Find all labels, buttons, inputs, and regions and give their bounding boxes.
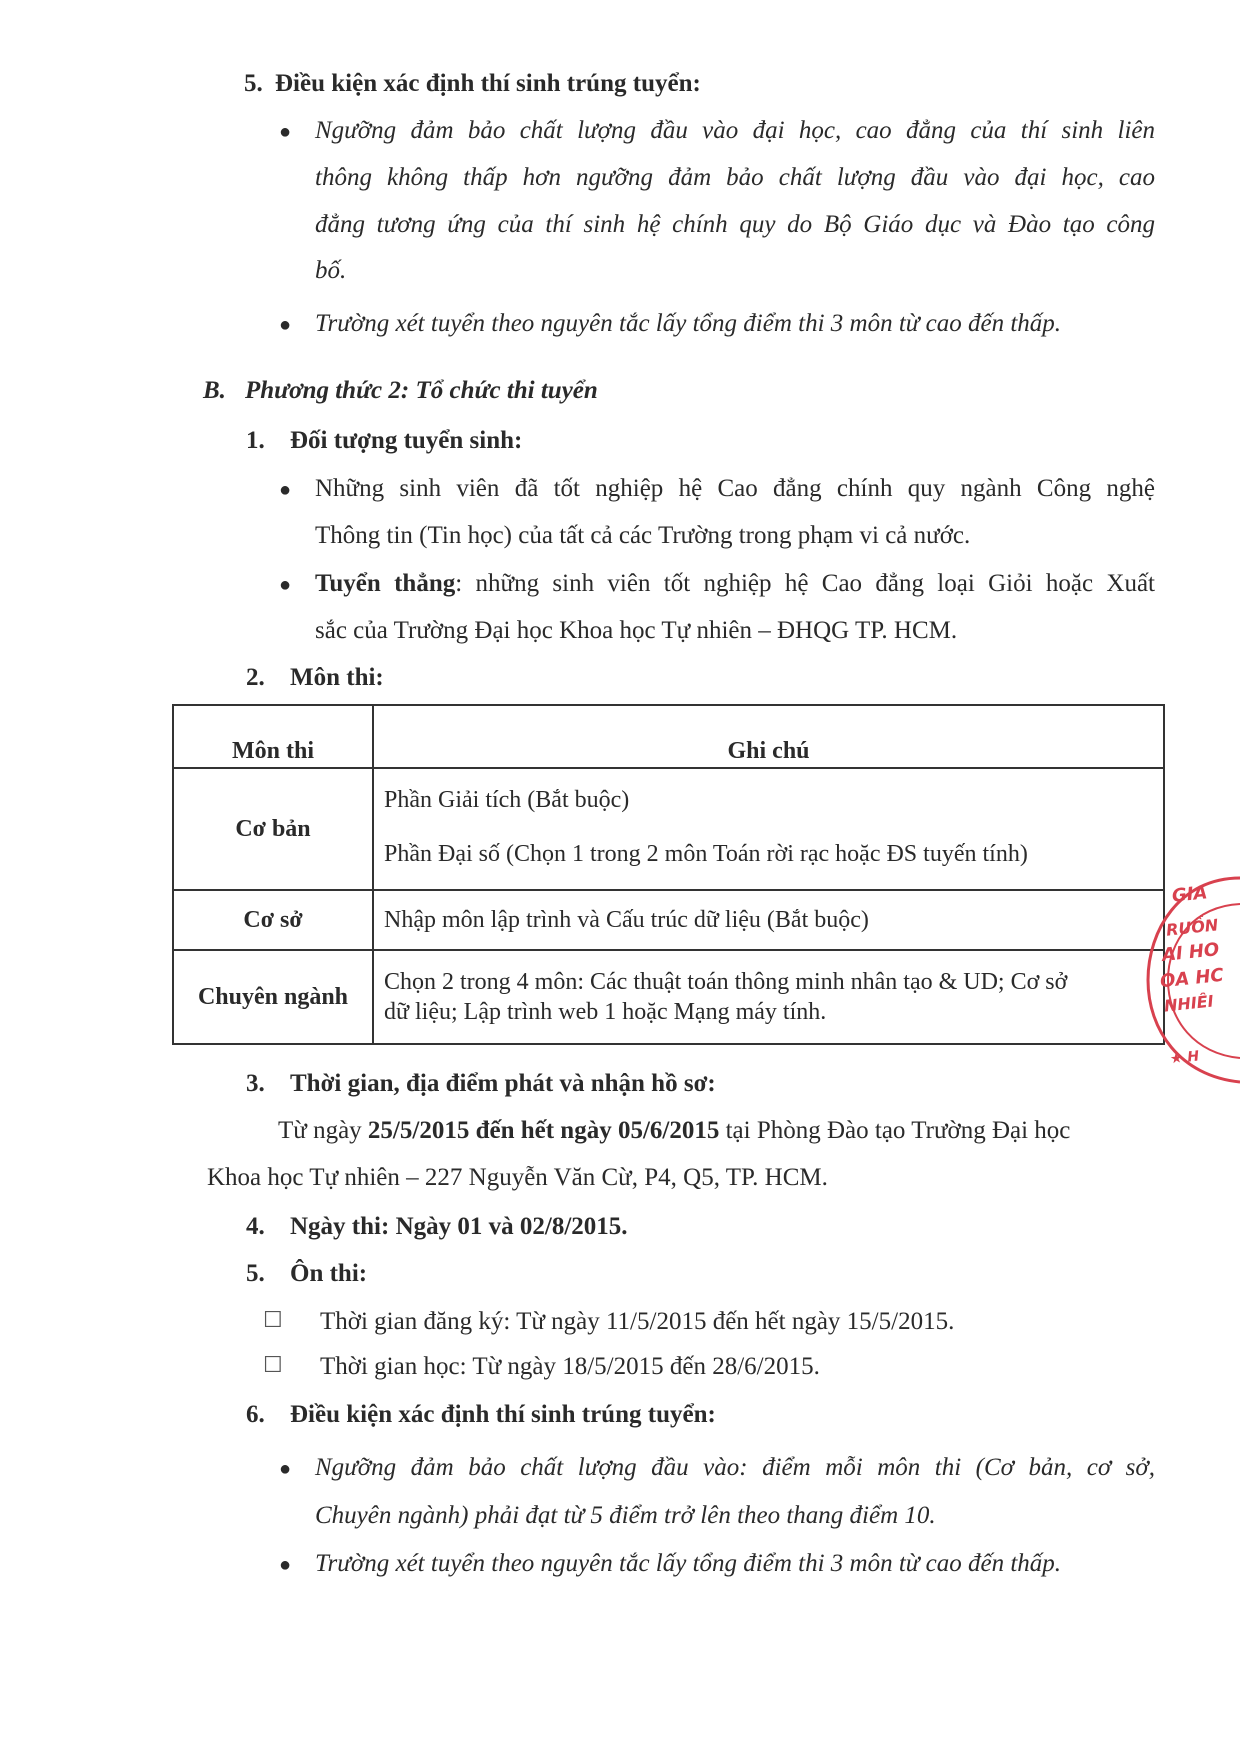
section-number: 3. (246, 1070, 265, 1097)
text-line: Ngưỡng đảm bảo chất lượng đầu vào: điểm mỗi môn thi (Cơ bản, cơ sở, (315, 1454, 1155, 1481)
text-line: sắc của Trường Đại học Khoa học Tự nhiên – ĐHQG TP. HCM. (315, 617, 958, 644)
text-line: Chuyên ngành) phải đạt từ 5 điểm trở lên theo thang điểm 10. (315, 1502, 936, 1529)
text-line: bố. (315, 257, 347, 284)
section-number: 5. (246, 1260, 265, 1287)
text-line: Trường xét tuyển theo nguyên tắc lấy tổng điểm thi 3 môn từ cao đến thấp. (315, 1550, 1062, 1577)
bold-term: Tuyển thẳng (315, 570, 456, 597)
section-title: Đối tượng tuyển sinh: (290, 427, 523, 454)
section-title: Ngày thi: (290, 1213, 390, 1240)
table-row (173, 950, 1164, 1044)
subject-cell: Cơ bản (173, 768, 373, 890)
text-run: : những sinh viên tốt nghiệp hệ Cao đẳng loại Giỏi hoặc Xuất (455, 570, 1155, 597)
section-title: Điều kiện xác định thí sinh trúng tuyển: (290, 1401, 716, 1428)
red-seal-stamp (1140, 870, 1240, 1090)
subject-cell: Chuyên ngành (173, 950, 373, 1044)
table-header-row (173, 705, 1164, 768)
stamp-text: RUỒN (1165, 915, 1220, 940)
column-header: Môn thi (173, 705, 373, 768)
bullet-icon: ● (279, 121, 292, 143)
section-title: Thời gian, địa điểm phát và nhận hồ sơ: (290, 1070, 716, 1097)
text-line: Trường xét tuyển theo nguyên tắc lấy tổng điểm thi 3 môn từ cao đến thấp. (315, 310, 1062, 337)
note-cell (373, 950, 1164, 1044)
column-header: Ghi chú (373, 705, 1164, 768)
text-line: Thời gian đăng ký: Từ ngày 11/5/2015 đến hết ngày 15/5/2015. (320, 1308, 955, 1335)
note-line: Chọn 2 trong 4 môn: Các thuật toán thông minh nhân tạo & UD; Cơ sở (384, 969, 1068, 995)
note-line: Phần Giải tích (Bắt buộc) (384, 786, 630, 813)
stamp-text: NHIÊI (1163, 991, 1215, 1016)
text-run: Từ ngày (278, 1117, 368, 1144)
subject-cell: Cơ sở (173, 890, 373, 950)
text-line: Thông tin (Tin học) của tất cả các Trường trong phạm vi cả nước. (315, 522, 971, 549)
stamp-text: OA HC (1159, 964, 1225, 993)
bullet-icon: ● (279, 574, 292, 596)
date-range: 25/5/2015 đến hết ngày 05/6/2015 (367, 1117, 720, 1144)
text-line: Ngưỡng đảm bảo chất lượng đầu vào đại học, cao đẳng của thí sinh liên (315, 117, 1155, 144)
text-line: Thời gian học: Từ ngày 18/5/2015 đến 28/6/2015. (320, 1353, 820, 1380)
bullet-icon: ● (279, 314, 292, 336)
stamp-text: ★ H (1169, 1048, 1200, 1068)
stamp-text: AI HO (1161, 939, 1221, 966)
checkbox-icon: ☐ (263, 1353, 283, 1378)
note-cell: Nhập môn lập trình và Cấu trúc dữ liệu (Bắt buộc) (373, 890, 1164, 950)
exam-date: Ngày 01 và 02/8/2015. (395, 1213, 628, 1240)
text-line: đẳng tương ứng của thí sinh hệ chính quy do Bộ Giáo dục và Đào tạo công (315, 211, 1155, 238)
bullet-icon: ● (279, 1458, 292, 1480)
text-line: Khoa học Tự nhiên – 227 Nguyễn Văn Cừ, P4, Q5, TP. HCM. (207, 1164, 828, 1191)
table-row (173, 890, 1164, 950)
method-label: B. (203, 377, 226, 404)
section-number: 1. (246, 427, 265, 454)
method-title: Phương thức 2: Tổ chức thi tuyển (245, 377, 598, 404)
section-title: Ôn thi: (290, 1260, 368, 1287)
text-line: thông không thấp hơn ngưỡng đảm bảo chất lượng đầu vào đại học, cao (315, 164, 1155, 191)
section-number: 5. (244, 70, 263, 97)
text-line (278, 1117, 1070, 1145)
bullet-icon: ● (279, 479, 292, 501)
checkbox-icon: ☐ (263, 1308, 283, 1333)
table-row (173, 768, 1164, 890)
text-line (315, 570, 1155, 598)
section-number: 4. (246, 1213, 265, 1240)
text-line (290, 1213, 628, 1241)
section-title: Môn thi: (290, 664, 384, 691)
section-title: Điều kiện xác định thí sinh trúng tuyển: (275, 70, 701, 97)
note-line: dữ liệu; Lập trình web 1 hoặc Mạng máy tính. (384, 999, 827, 1025)
text-run: tại Phòng Đào tạo Trường Đại học (719, 1117, 1071, 1144)
text-line: Những sinh viên đã tốt nghiệp hệ Cao đẳng chính quy ngành Công nghệ (315, 475, 1155, 502)
section-number: 2. (246, 664, 265, 691)
section-number: 6. (246, 1401, 265, 1428)
note-cell (373, 768, 1164, 890)
stamp-text: GIA (1170, 882, 1209, 907)
note-line: Phần Đại số (Chọn 1 trong 2 môn Toán rời rạc hoặc ĐS tuyến tính) (384, 840, 1028, 867)
exam-subjects-table (172, 704, 1165, 1045)
bullet-icon: ● (279, 1554, 292, 1576)
